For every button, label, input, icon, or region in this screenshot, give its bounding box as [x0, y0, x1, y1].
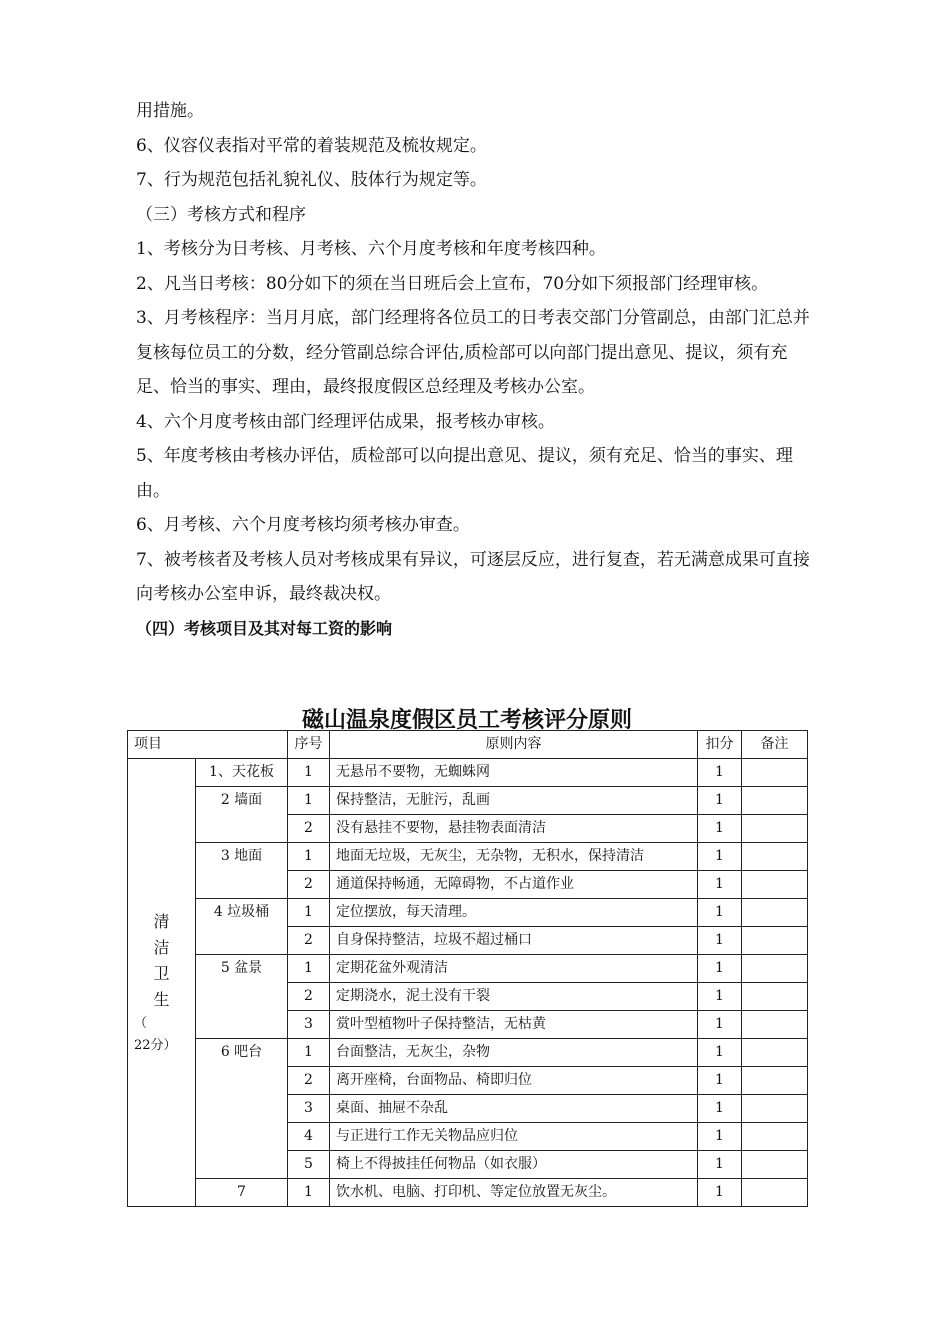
table-row: [128, 899, 808, 927]
deduct-cell: 1: [698, 1179, 742, 1207]
paragraph: 7、被考核者及考核人员对考核成果有异议，可逐层反应，进行复查，若无满意成果可直接向考核办公室申诉，最终裁决权。: [136, 549, 810, 604]
paragraph: 6、仪容仪表指对平常的着装规范及梳妆规定。: [136, 135, 487, 156]
paragraph: 3、月考核程序：当月月底，部门经理将各位员工的日考表交部门分管副总，由部门汇总并复核每位员工的分数，经分管副总综合评估,质检部可以向部门提出意见、提议，须有充足、恰当的事实、理由，最终报度假区总经理及考核办公室。: [136, 308, 810, 397]
paragraph: 2、凡当日考核：80分如下的须在当日班后会上宣布，70分如下须报部门经理审核。: [136, 273, 769, 294]
seq-cell: 3: [288, 1095, 330, 1123]
scoring-table: [127, 730, 808, 1207]
table-row: [128, 1179, 808, 1207]
seq-cell: 1: [288, 843, 330, 871]
item-cell: 5 盆景: [196, 955, 288, 1039]
deduct-cell: 1: [698, 815, 742, 843]
category-label: 卫: [153, 963, 170, 983]
seq-cell: 2: [288, 1067, 330, 1095]
content-cell: 台面整洁，无灰尘，杂物: [330, 1039, 698, 1067]
content-cell: 自身保持整洁，垃圾不超过桶口: [330, 927, 698, 955]
content-cell: 桌面、抽屉不杂乱: [330, 1095, 698, 1123]
content-cell: 通道保持畅通，无障碍物，不占道作业: [330, 871, 698, 899]
category-label: 洁: [153, 937, 170, 957]
seq-cell: 1: [288, 1179, 330, 1207]
paragraph: 5、年度考核由考核办评估，质检部可以向提出意见、提议，须有充足、恰当的事实、理由。: [136, 446, 793, 501]
remark-cell: [742, 843, 808, 871]
header-deduct: 扣分: [698, 731, 742, 759]
remark-cell: [742, 815, 808, 843]
body-text: [136, 94, 820, 646]
category-label: 生: [153, 989, 170, 1009]
seq-cell: 3: [288, 1011, 330, 1039]
content-cell: 保持整洁，无脏污，乱画: [330, 787, 698, 815]
deduct-cell: 1: [698, 1095, 742, 1123]
table-row: [128, 843, 808, 871]
content-cell: 椅上不得披挂任何物品（如衣服）: [330, 1151, 698, 1179]
category-label: 清: [153, 911, 170, 931]
item-cell: 3 地面: [196, 843, 288, 899]
header-content: 原则内容: [330, 731, 698, 759]
remark-cell: [742, 1123, 808, 1151]
remark-cell: [742, 983, 808, 1011]
content-cell: 饮水机、电脑、打印机、等定位放置无灰尘。: [330, 1179, 698, 1207]
category-cell: [128, 759, 196, 1207]
remark-cell: [742, 871, 808, 899]
table-header-row: [128, 731, 808, 759]
seq-cell: 5: [288, 1151, 330, 1179]
content-cell: 没有悬挂不要物，悬挂物表面清洁: [330, 815, 698, 843]
table-title: 磁山温泉度假区员工考核评分原则: [301, 708, 632, 733]
paragraph: 用措施。: [136, 101, 204, 121]
seq-cell: 2: [288, 983, 330, 1011]
content-cell: 定位摆放，每天清理。: [330, 899, 698, 927]
paragraph: 7、行为规范包括礼貌礼仪、肢体行为规定等。: [136, 170, 487, 190]
header-project: 项目: [128, 731, 288, 759]
category-score: （ 22分）: [134, 1015, 177, 1053]
remark-cell: [742, 787, 808, 815]
remark-cell: [742, 1095, 808, 1123]
deduct-cell: 1: [698, 871, 742, 899]
deduct-cell: 1: [698, 927, 742, 955]
content-cell: 定期浇水，泥土没有干裂: [330, 983, 698, 1011]
deduct-cell: 1: [698, 1039, 742, 1067]
remark-cell: [742, 927, 808, 955]
seq-cell: 2: [288, 815, 330, 843]
remark-cell: [742, 1011, 808, 1039]
table-row: [128, 955, 808, 983]
table-row: [128, 787, 808, 815]
deduct-cell: 1: [698, 1123, 742, 1151]
content-cell: 赏叶型植物叶子保持整洁，无枯黄: [330, 1011, 698, 1039]
seq-cell: 4: [288, 1123, 330, 1151]
content-cell: 定期花盆外观清洁: [330, 955, 698, 983]
seq-cell: 1: [288, 759, 330, 787]
subsection-heading: （三）考核方式和程序: [136, 204, 306, 225]
item-cell: 1、天花板: [196, 759, 288, 787]
deduct-cell: 1: [698, 899, 742, 927]
remark-cell: [742, 1067, 808, 1095]
table-row: [128, 759, 808, 787]
content-cell: 离开座椅，台面物品、椅即归位: [330, 1067, 698, 1095]
remark-cell: [742, 955, 808, 983]
seq-cell: 1: [288, 1039, 330, 1067]
item-cell: 6 吧台: [196, 1039, 288, 1179]
remark-cell: [742, 1151, 808, 1179]
remark-cell: [742, 1039, 808, 1067]
item-cell: 7: [196, 1179, 288, 1207]
paragraph: 1、考核分为日考核、月考核、六个月度考核和年度考核四种。: [136, 239, 606, 259]
paragraph: 6、月考核、六个月度考核均须考核办审查。: [136, 515, 470, 535]
content-cell: 与正进行工作无关物品应归位: [330, 1123, 698, 1151]
deduct-cell: 1: [698, 983, 742, 1011]
content-cell: 无悬吊不要物，无蜘蛛网: [330, 759, 698, 787]
item-cell: 2 墙面: [196, 787, 288, 843]
table-row: [128, 1039, 808, 1067]
deduct-cell: 1: [698, 843, 742, 871]
deduct-cell: 1: [698, 1151, 742, 1179]
section-heading: （四）考核项目及其对每工资的影响: [136, 618, 393, 638]
content-cell: 地面无垃圾，无灰尘，无杂物，无积水，保持清洁: [330, 843, 698, 871]
deduct-cell: 1: [698, 787, 742, 815]
seq-cell: 2: [288, 927, 330, 955]
remark-cell: [742, 1179, 808, 1207]
deduct-cell: 1: [698, 955, 742, 983]
item-cell: 4 垃圾桶: [196, 899, 288, 955]
seq-cell: 1: [288, 955, 330, 983]
seq-cell: 1: [288, 899, 330, 927]
deduct-cell: 1: [698, 1011, 742, 1039]
seq-cell: 2: [288, 871, 330, 899]
header-seq: 序号: [288, 731, 330, 759]
paragraph: 4、六个月度考核由部门经理评估成果，报考核办审核。: [136, 411, 555, 432]
remark-cell: [742, 759, 808, 787]
deduct-cell: 1: [698, 759, 742, 787]
remark-cell: [742, 899, 808, 927]
seq-cell: 1: [288, 787, 330, 815]
deduct-cell: 1: [698, 1067, 742, 1095]
header-remark: 备注: [742, 731, 808, 759]
